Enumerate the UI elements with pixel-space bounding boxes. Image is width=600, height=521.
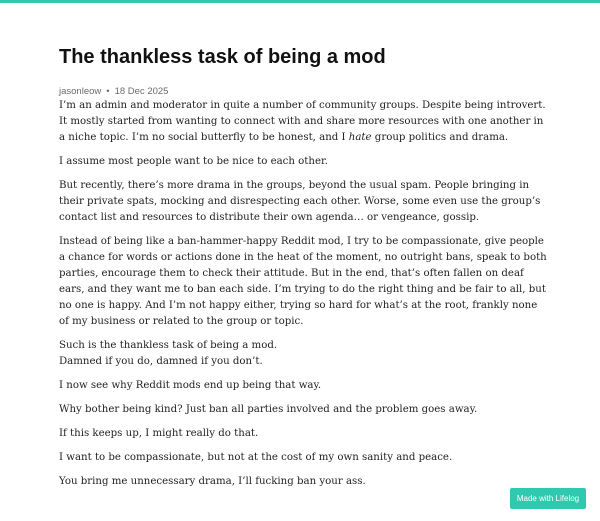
- paragraph: You bring me unnecessary drama, I’ll fucking ban your ass.: [59, 476, 366, 487]
- paragraph: I now see why Reddit mods end up being that way.: [59, 380, 322, 391]
- paragraph: [59, 98, 549, 146]
- paragraph: I assume most people want to be nice to each other.: [59, 156, 328, 167]
- paragraph-line: Such is the thankless task of being a mod.: [59, 340, 278, 351]
- paragraph-line: Damned if you do, damned if you don’t.: [59, 356, 263, 367]
- paragraph: Instead of being like a ban-hammer-happy Reddit mod, I try to be compassionate, give people a chance for words or actions done in the heat of the moment, no outright bans, speak to both parties, encourage them to check their attitude. But in the end, that’s often fallen on deaf ears, and they want me to ban each side. I’m trying to do the right thing and be fair to all, but no one is happy. And I’m not happy either, trying so hard for what’s at the root, frankly none of my business or related to the group or topic.: [59, 236, 547, 327]
- paragraph: But recently, there’s more drama in the groups, beyond the usual spam. People bringing in their private spats, mocking and disrespecting each other. Worse, some even use the group’s contact list and resources to distribute their own agenda… or vengeance, gossip.: [59, 180, 541, 223]
- paragraph-text: group politics and drama.: [371, 132, 509, 143]
- post-meta: [59, 85, 168, 99]
- post-title: The thankless task of being a mod: [59, 46, 386, 68]
- made-with-lifelog-button[interactable]: Made with Lifelog: [510, 488, 586, 509]
- paragraph: Why bother being kind? Just ban all parties involved and the problem goes away.: [59, 404, 478, 415]
- post-body: [59, 98, 549, 498]
- meta-separator: •: [106, 86, 110, 97]
- paragraph: [59, 338, 549, 370]
- top-accent-bar: [0, 0, 600, 3]
- paragraph: I want to be compassionate, but not at the cost of my own sanity and peace.: [59, 452, 453, 463]
- paragraph-text: I’m an admin and moderator in quite a number of community groups. Despite being introvert. It mostly started from wanting to connect with and share more resources with one another in a niche topic. I’m no social butterfly to be honest, and I: [59, 100, 546, 143]
- post-date: 18 Dec 2025: [114, 86, 169, 97]
- emphasis-text: hate: [348, 132, 372, 143]
- author-name[interactable]: jasonleow: [59, 86, 102, 97]
- paragraph: If this keeps up, I might really do that.: [59, 428, 259, 439]
